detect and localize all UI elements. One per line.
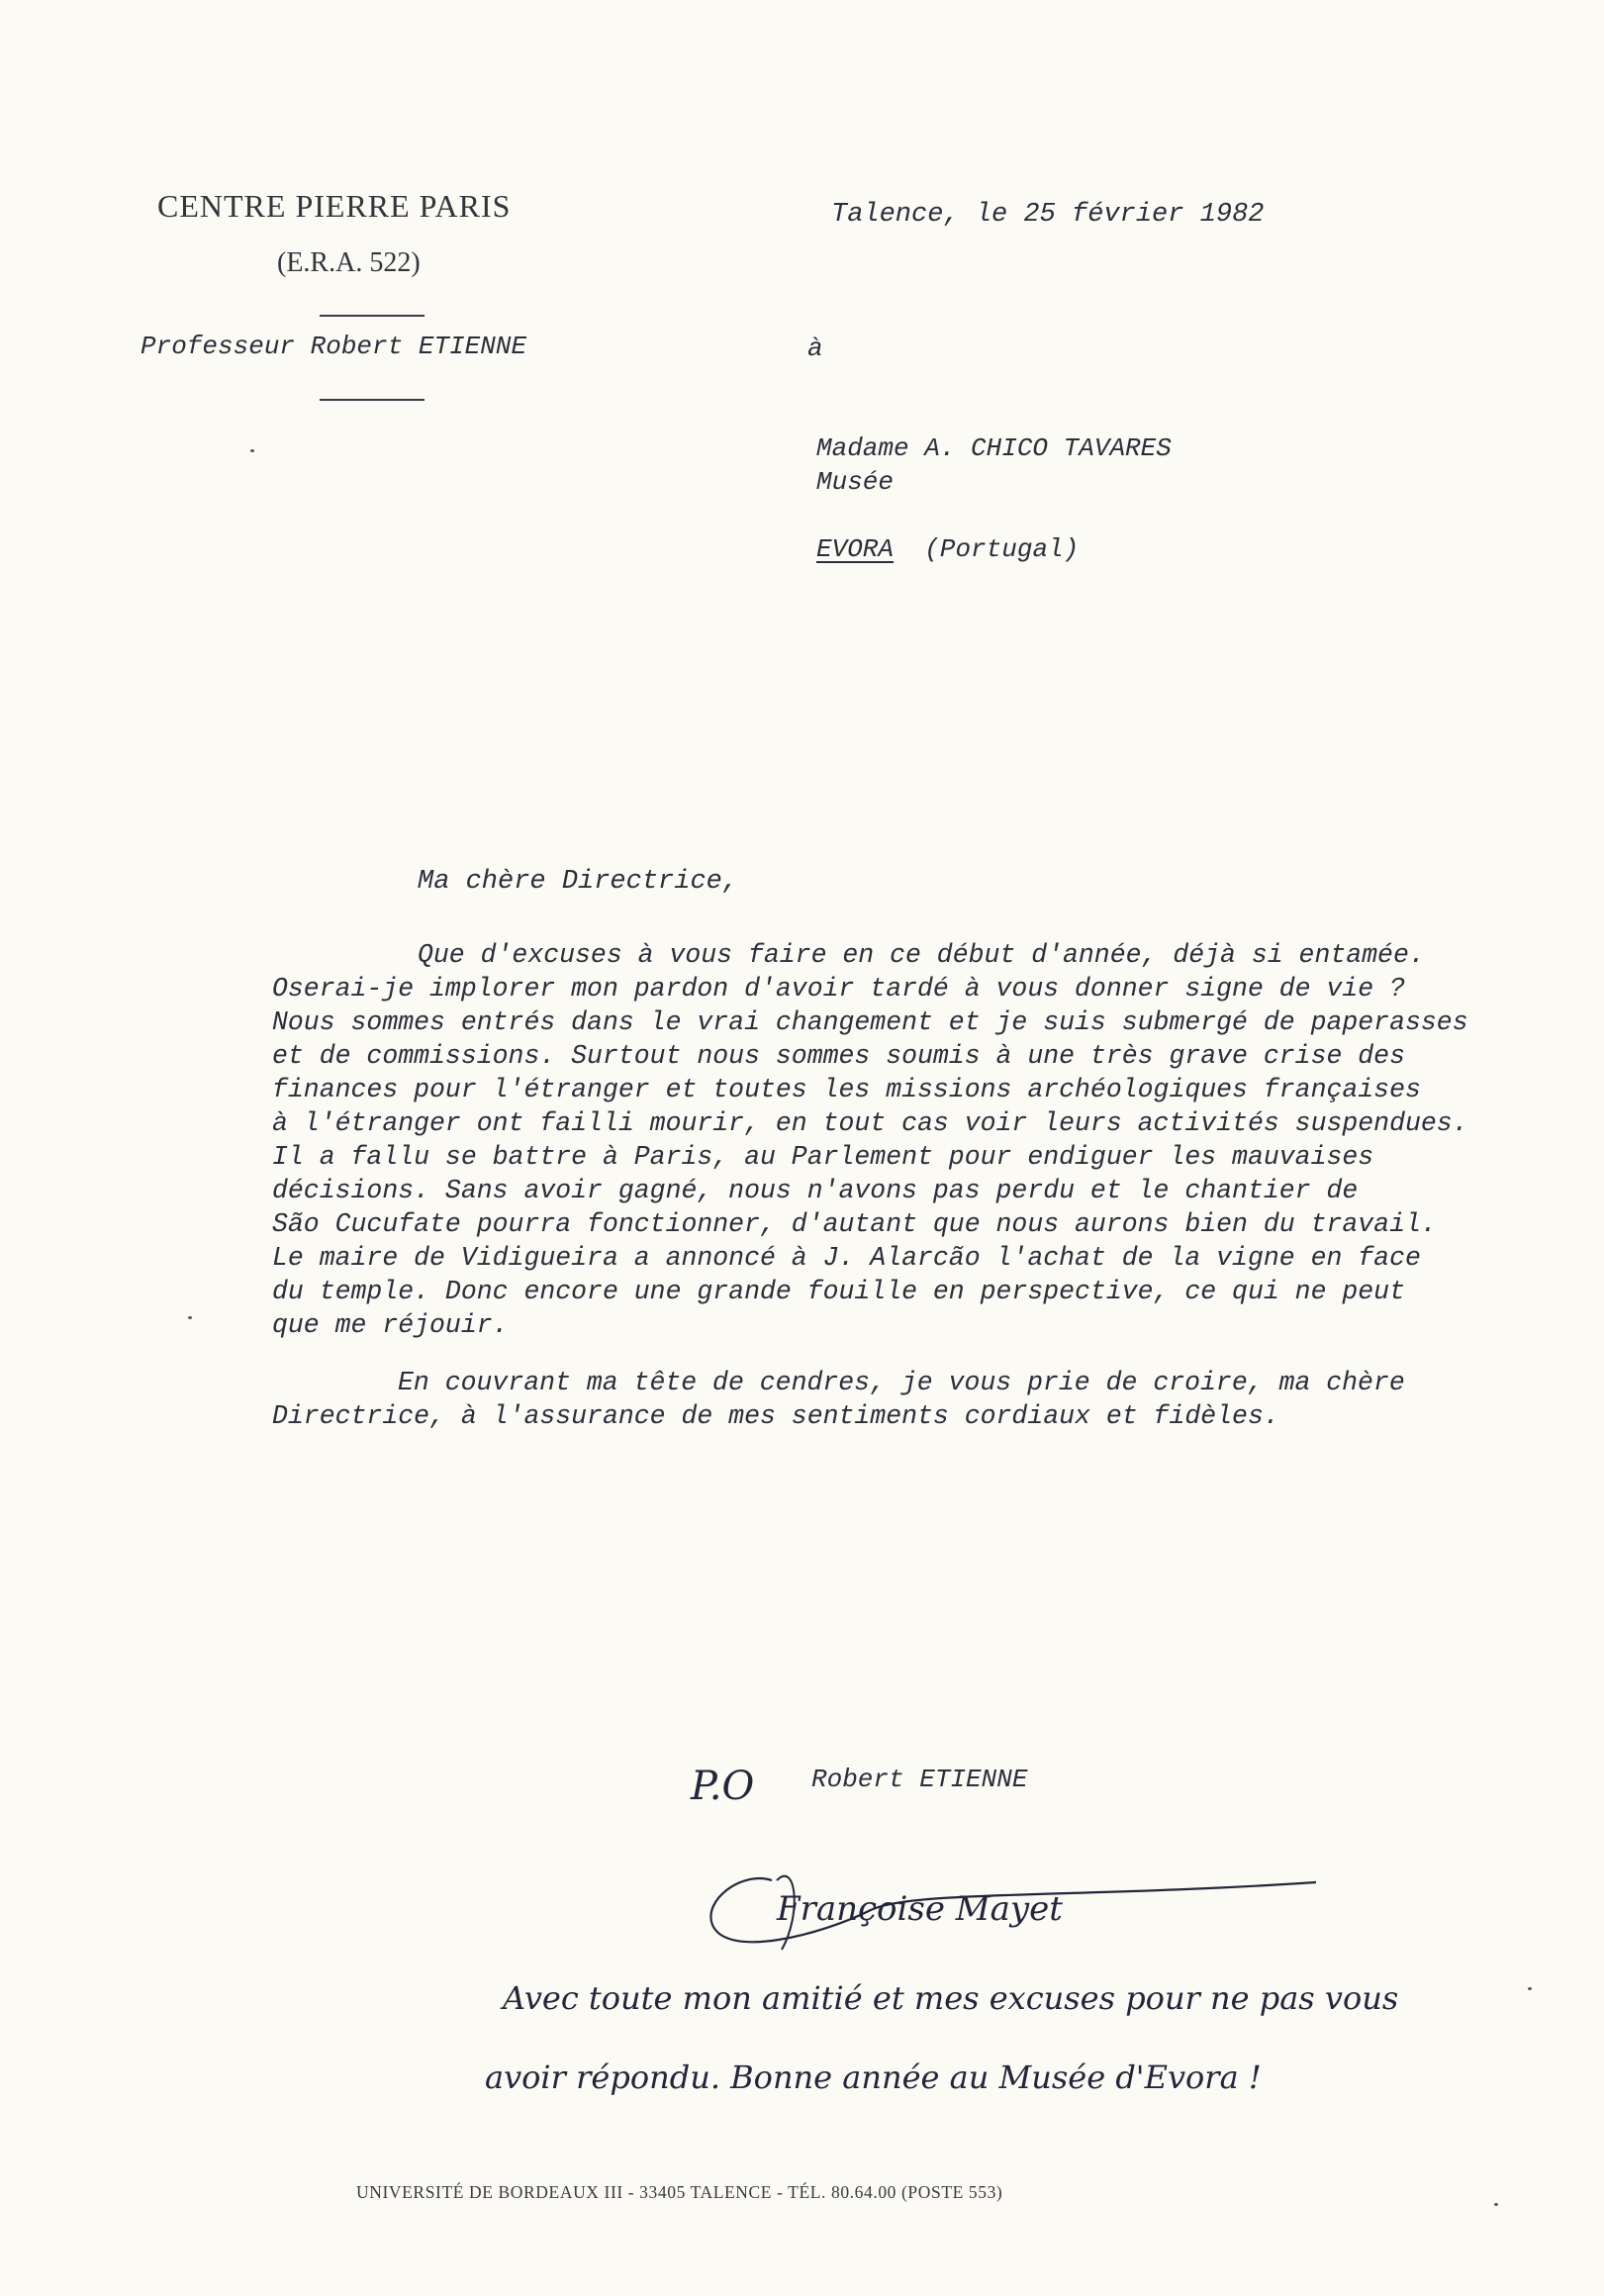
po-handwritten <box>683 1752 802 1821</box>
recipient-city-line <box>816 534 1079 564</box>
recipient-institution: Musée <box>816 467 895 497</box>
body-line: décisions. Sans avoir gagné, nous n'avons pas perdu et le chantier de <box>272 1176 1359 1205</box>
svg-text:P.O: P.O <box>691 1764 755 1809</box>
svg-text:Françoise Mayet: Françoise Mayet <box>777 1889 1063 1929</box>
date-line: Talence, le 25 février 1982 <box>831 200 1265 230</box>
paper-speck <box>1494 2203 1498 2206</box>
closing-line: En couvrant ma tête de cendres, je vous prie de croire, ma chère <box>398 1368 1405 1397</box>
body-line: Il a fallu se battre à Paris, au Parlement pour endiguer les mauvaises <box>272 1142 1374 1172</box>
body-line: Que d'excuses à vous faire en ce début d'année, déjà si entamée. <box>418 940 1425 970</box>
org-name: CENTRE PIERRE PARIS <box>157 188 512 224</box>
recipient-country: (Portugal) <box>924 534 1080 564</box>
closing-line: Directrice, à l'assurance de mes sentiments cordiaux et fidèles. <box>272 1401 1279 1431</box>
professor-name: Professeur Robert ETIENNE <box>141 332 527 361</box>
footer-address: UNIVERSITÉ DE BORDEAUX III - 33405 TALENCE - TÉL. 80.64.00 (POSTE 553) <box>356 2182 1003 2202</box>
recipient-name: Madame A. CHICO TAVARES <box>816 433 1172 463</box>
paper-speck <box>188 1316 192 1319</box>
body-line: Nous sommes entrés dans le vrai changement et je suis submergé de paperasses <box>272 1007 1468 1037</box>
org-code: (E.R.A. 522) <box>277 247 421 278</box>
paper-speck <box>1528 1987 1532 1990</box>
svg-text:avoir répondu. Bonne année au: avoir répondu. Bonne année au Musée d'Evora ! <box>485 2058 1262 2096</box>
divider <box>320 399 425 401</box>
body-line: finances pour l'étranger et toutes les missions archéologiques françaises <box>272 1075 1421 1104</box>
body-line: à l'étranger ont failli mourir, en tout cas voir leurs activités suspendues. <box>272 1108 1468 1138</box>
body-line: Oserai-je implorer mon pardon d'avoir tardé à vous donner signe de vie ? <box>272 974 1405 1004</box>
divider <box>320 315 425 317</box>
recipient-city: EVORA <box>816 534 895 564</box>
body-line: et de commissions. Surtout nous sommes soumis à une très grave crise des <box>272 1041 1405 1071</box>
body-line: du temple. Donc encore une grande fouille en perspective, ce qui ne peut <box>272 1277 1405 1306</box>
salutation: Ma chère Directrice, <box>418 867 739 897</box>
recipient-prefix: à <box>807 334 823 363</box>
svg-text:Avec toute mon amitié et mes e: Avec toute mon amitié et mes excuses pour ne pas vous <box>503 1979 1399 2017</box>
handwritten-note <box>485 1969 1563 2118</box>
body-line: que me réjouir. <box>272 1310 509 1340</box>
paper-speck <box>250 449 254 452</box>
body-line: Le maire de Vidigueira a annoncé à J. Alarcão l'achat de la vigne en face <box>272 1243 1421 1273</box>
body-line: São Cucufate pourra fonctionner, d'autant que nous aurons bien du travail. <box>272 1209 1437 1239</box>
signer-name: Robert ETIENNE <box>811 1765 1028 1794</box>
